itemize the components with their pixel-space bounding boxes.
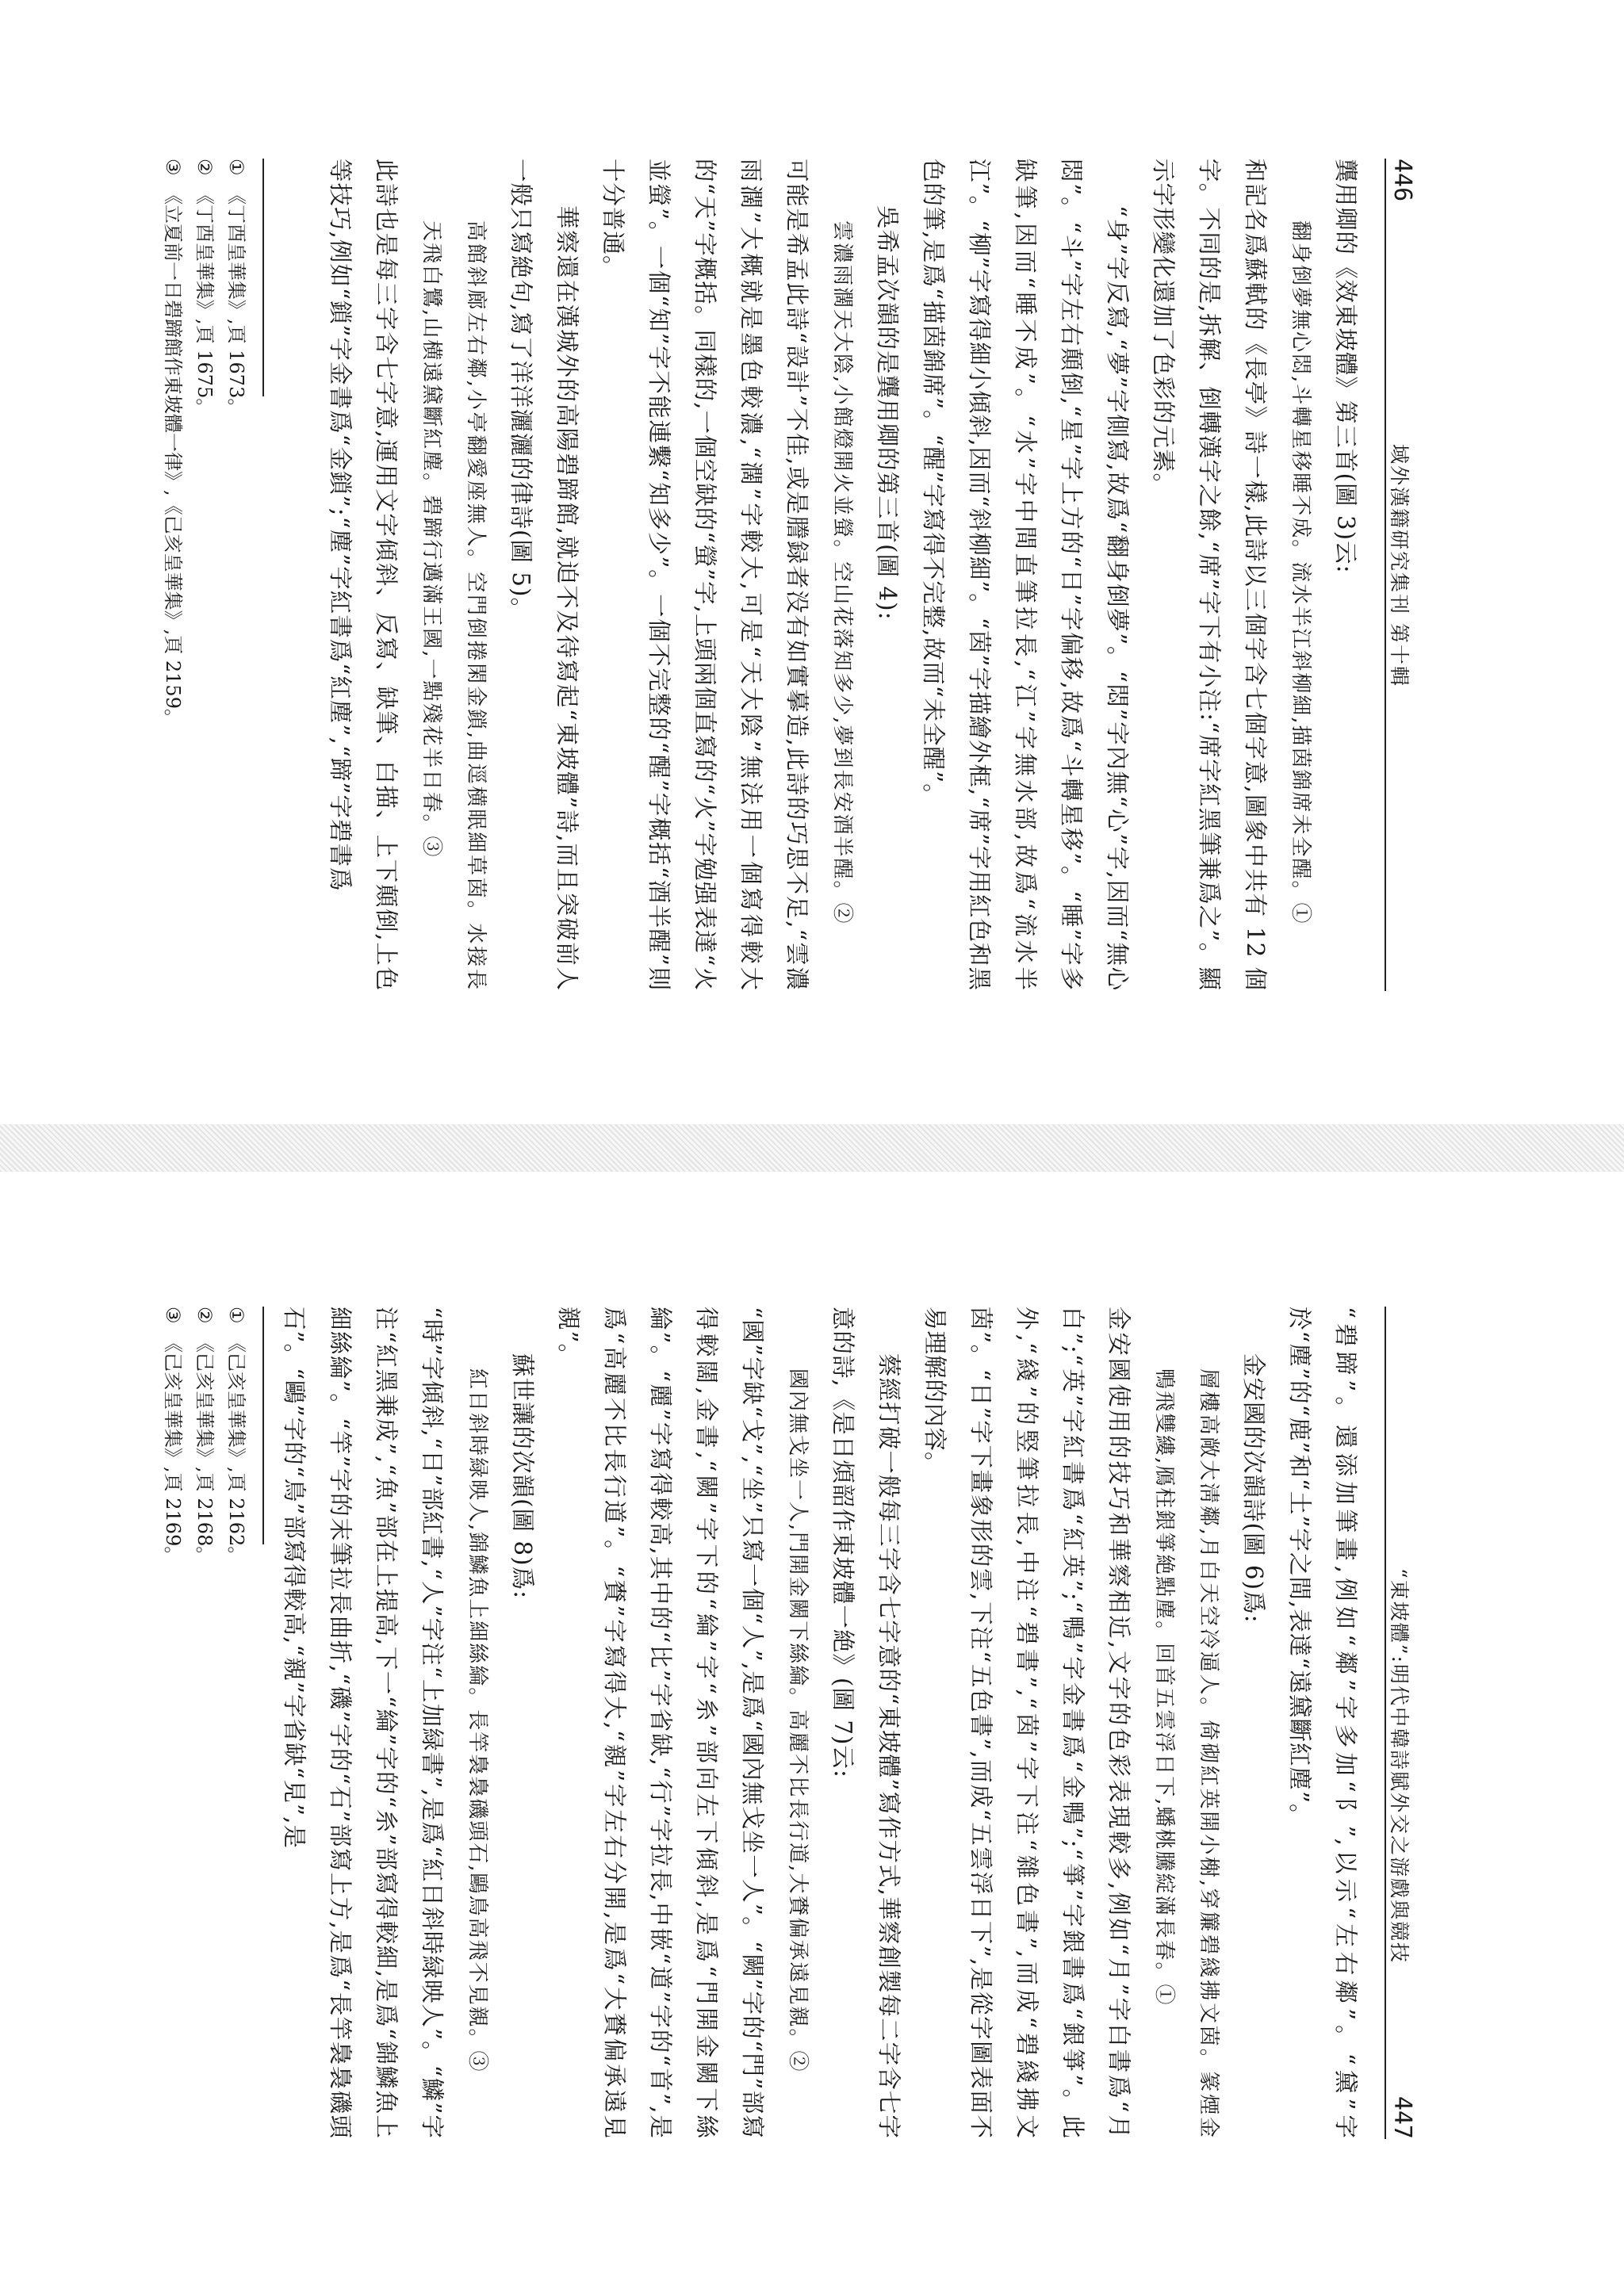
footnote xyxy=(189,1307,220,2139)
paragraph: 金安國的次韻詩(圖 6)爲: xyxy=(1240,1353,1267,1624)
page-number: 447 xyxy=(1388,2095,1416,2139)
paragraph: 蘇世讓的次韻(圖 8)爲: xyxy=(509,1353,536,1600)
footnote-mark: ① xyxy=(225,159,247,176)
footnote xyxy=(157,1307,189,2139)
poem-quote: 層樓高敞大淸鄰,月白天空冷逼人。倚砌紅英開小榭,穿簾碧綫拂文茵。篆煙金鴨飛雙縷,鴈柱銀箏絶點塵。回首五雲浮日下,蟠桃騰綻滿長春。① xyxy=(1152,1368,1220,2139)
footnote-mark: ③ xyxy=(162,159,184,176)
poem-quote: 國內無戈坐一人,門開金闕下絲綸。高麗不比長行道,大賚偏承遠見親。② xyxy=(786,1368,810,2073)
footnote xyxy=(220,159,252,991)
footnotes xyxy=(157,1307,252,2139)
body-text xyxy=(271,1307,1369,2139)
poem-quote: 紅日斜時緑映人,錦鱗魚上細絲綸。長竿裊裊磯頭石,鷗鳥高飛不見親。③ xyxy=(465,1368,489,2073)
paragraph: 金安國使用的技巧和華察相近,文字的色彩表現較多,例如“月”字白書爲“月白”;“英”字紅書爲“紅英”;“鴨”字金書爲“金鴨”;“箏”字銀書爲“銀箏”。此外,“綫”的竪筆拉長,中注“碧書”,“茵”字下注“雜色書”,而成“碧綫拂文茵”。“日”字下畫象形的雲,下注“五色書”,而成“五雲浮日下”,是從字圖表面不易理解的內容。 xyxy=(921,1307,1132,2139)
paragraph: 蔡經打破一般每三字含七字意的“東坡體”寫作方式,華察創製每二字含七字意的詩,《是日煩韶作東坡體一絶》(圖 7)云: xyxy=(829,1307,902,2139)
footnote-text: 《己亥皇華集》,頁 2169。 xyxy=(162,1334,184,1566)
poem-quote: 翻身倒夢無心悶,斗轉星移睡不成。流水半江斜柳細,描茵錦席未全醒。① xyxy=(1289,220,1312,925)
page-header xyxy=(1385,159,1418,991)
paragraph: 龔用卿的《效東坡體》第三首(圖 3)云: xyxy=(1332,159,1359,574)
running-head: 域外漢籍研究集刊 第十輯 xyxy=(1388,444,1411,687)
poem-quote: 雲濃雨濶天大陰,小館燈開火並螢。空山花落知多少,夢到長安酒半醒。② xyxy=(830,220,854,925)
footnote-text: 《丁酉皇華集》,頁 1675。 xyxy=(193,186,216,418)
paragraph: 吳希孟次韻的是龔用卿的第三首(圖 4): xyxy=(874,205,901,621)
footnote-mark: ② xyxy=(193,159,216,176)
poem-quote: 高館斜廊左右鄰,小亭翻愛座無人。空門倒捲閑金鎖,曲逕横眠細草茵。水接長天飛白鷺,山横遠黛斷紅塵。碧蹄行邁滿王國,一點殘花半日春。③ xyxy=(419,220,488,991)
footnote-mark: ① xyxy=(225,1307,247,1324)
footnote-text: 《立夏前一日碧蹄館作東坡體一律》,《己亥皇華集》,頁 2159。 xyxy=(162,186,184,728)
page-header xyxy=(1385,1307,1418,2139)
paragraph: 此詩也是每三字含七字意,運用文字傾斜、反寫、缺筆、白描、上下顛倒,上色等技巧,例如“鎖”字金書爲“金鎖”;“塵”字紅書爲“紅塵”,“蹄”字碧書爲 xyxy=(327,159,400,991)
running-head: “東坡體”:明代中韓詩賦外交之游戲與競技 xyxy=(1388,1568,1411,1964)
footnotes xyxy=(157,159,252,991)
footnote xyxy=(189,159,220,991)
paragraph: 和記名爲蘇軾的《長亭》詩一樣,此詩以三個字含七個字意,圖象中共有 12 個字。不同的是,拆解、倒轉漢字之餘,“席”字下有小注:“席字紅黑筆兼爲之”。顯示字形變化還加了色彩的元素。 xyxy=(1150,159,1269,991)
footnote-text: 《己亥皇華集》,頁 2168。 xyxy=(193,1334,216,1566)
paragraph: 華察還在漢城外的高陽碧蹄館,就迫不及待寫起“東坡體”詩,而且突破前人一般只寫絶句,寫了洋洋灑灑的律詩(圖 5)。 xyxy=(508,159,580,991)
footnote-mark: ② xyxy=(193,1307,216,1324)
footnote xyxy=(220,1307,252,2139)
footnote xyxy=(157,159,189,991)
footnote-rule xyxy=(262,159,264,396)
paragraph: 可能是希孟此詩“設計”不佳,或是謄録者没有如實摹造,此詩的巧思不足,“雲濃雨濶”大概就是墨色較濃,“濶”字較大,可是“天大陰”無法用一個寫得較大的“天”字概括。同樣的,一個空缺的“螢”字,上頭兩個直寫的“火”字勉强表達“火並螢”。一個“知”字不能連繫“知多少”。一個不完整的“醒”字概括“酒半醒”則十分普通。 xyxy=(599,159,810,991)
footnote-text: 《己亥皇華集》,頁 2162。 xyxy=(225,1334,247,1566)
page-number: 446 xyxy=(1388,159,1416,202)
footnote-rule xyxy=(262,1307,264,1544)
page-447 xyxy=(0,1148,1624,2296)
paragraph: “碧蹄”。還添加筆畫,例如“鄰”字多加“阝”,以示“左右鄰”。“黛”字於“塵”的“鹿”和“土”字之間,表達“遠黛斷紅塵”。 xyxy=(1286,1307,1359,2139)
footnote-text: 《丁酉皇華集》,頁 1673。 xyxy=(225,186,247,418)
paragraph: “身”字反寫,“夢”字側寫,故爲“翻身倒夢”。“悶”字內無“心”字,因而“無心悶”。“斗”字左右顛倒,“星”字上方的“日”字偏移,故爲“斗轉星移”。“睡”字多缺筆,因而“睡不成”。“水”字中間直筆拉長,“江”字無水部,故爲“流水半江”。“柳”字寫得細小傾斜,因而“斜柳細”。“茵”字描繪外框,“席”字用紅色和黑色的筆,是爲“描茵錦席”。“醒”字寫得不完整,故而“未全醒”。 xyxy=(920,159,1131,991)
footnote-mark: ③ xyxy=(162,1307,184,1324)
paragraph: “國”字缺“戈”,“坐”只寫一個“人”,是爲“國內無戈坐一人”。“闕”字的“門”部寫得較闊,金書,“闕”字下的“綸”字“糸”部向左下傾斜,是爲“門開金闕下絲綸”。“麗”字寫得較高,其中的“比”字省缺,“行”字拉長,中嵌“道”字的“首”,是爲“高麗不比長行道”。“賚”字寫得大,“親”字左右分開,是爲“大賚偏承遠見親”。 xyxy=(555,1307,766,2139)
body-text xyxy=(317,159,1369,991)
paragraph: “時”字傾斜,“日”部紅書,“人”字注“上加緑書”,是爲“紅日斜時緑映人”。“鱗”字注“紅黑兼成”,“魚”部在上提高,下一“綸”字的“糸”部寫得較細,是爲“錦鱗魚上細絲綸”。“竿”字的末筆拉長曲折,“磯”字的“石”部寫上方,是爲“長竿裊裊磯頭石”。“鷗”字的“鳥”部寫得較高,“親”字省缺“見”,是 xyxy=(281,1307,446,2139)
